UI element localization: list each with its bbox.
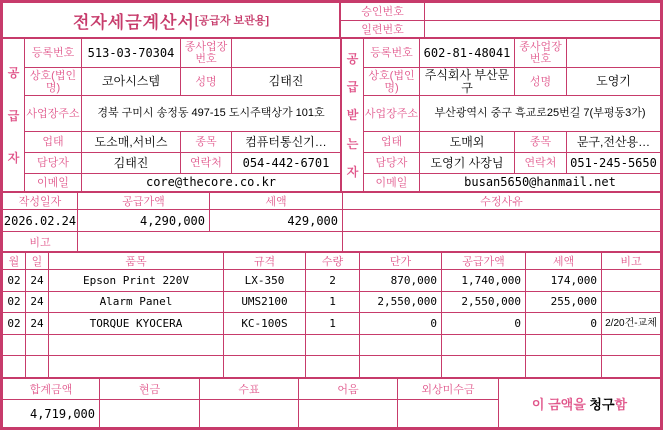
buyer-section: [342, 39, 660, 191]
buyer-registration-row: [364, 39, 660, 68]
buyer-item-value: 문구,전산용…: [576, 134, 651, 149]
item-cell: [224, 335, 305, 356]
serial-number-row: [341, 21, 660, 38]
item-cell: 02: [3, 270, 25, 291]
item-cell: [224, 356, 305, 377]
remarks-label: 비고: [3, 232, 77, 251]
items-col-month: 월: [3, 253, 25, 269]
check-label: 수표: [200, 379, 298, 399]
buyer-contact-value: 도영기 사장님: [420, 153, 515, 173]
item-cell: [49, 335, 223, 356]
promissory-note-label: 어음: [299, 379, 397, 399]
buyer-email-label: 이메일: [364, 174, 420, 191]
buyer-registration-label: 등록번호: [364, 39, 420, 67]
supplier-phone-label: 연락처: [181, 153, 232, 173]
buyer-grid: [364, 39, 660, 191]
cash-label: 현금: [100, 379, 199, 399]
credit-receivable-value: [398, 400, 498, 427]
item-cell: 2,550,000: [442, 292, 525, 313]
item-cell: [602, 335, 660, 356]
items-col-supply: 공급가액: [442, 253, 525, 269]
item-cell: [306, 356, 359, 377]
serial-number-value: [425, 21, 660, 38]
buyer-address-value: 부산광역시 중구 흑교로25번길 7(부평동3가): [434, 107, 646, 119]
buyer-contact-label: 담당자: [364, 153, 420, 173]
item-cell: LX-350: [224, 270, 305, 291]
supplier-item-label: 종목: [181, 132, 232, 152]
buyer-email-value: busan5650@hanmail.net: [464, 175, 616, 189]
approval-number-row: [341, 3, 660, 21]
item-cell: [442, 356, 525, 377]
serial-number-label: 일련번호: [341, 21, 425, 38]
buyer-email-row: [364, 174, 660, 191]
item-cell: 1: [306, 292, 359, 313]
item-cell: 1,740,000: [442, 270, 525, 291]
item-cell: 0: [442, 313, 525, 334]
item-cell: 2/20건-교체: [602, 313, 660, 334]
total-amount-label: 합계금액: [3, 379, 99, 399]
buyer-item-label: 종목: [515, 132, 567, 152]
item-cell: Epson Print 220V: [49, 270, 223, 291]
item-cell: [3, 335, 25, 356]
supply-amount-value: 4,290,000: [78, 210, 209, 231]
totals-section: [3, 377, 660, 427]
item-cell: [602, 292, 660, 313]
supplier-biztype-row: [25, 132, 340, 153]
item-cell: 2: [306, 270, 359, 291]
billing-method: 청구: [589, 396, 615, 412]
supplier-name-row: [25, 68, 340, 96]
items-table: [3, 251, 660, 377]
buyer-phone-value: 051-245-5650: [570, 155, 657, 170]
billing-statement: [499, 379, 660, 427]
buyer-biztype-label: 업태: [364, 132, 420, 152]
buyer-address-label: 사업장주소: [364, 96, 420, 131]
buyer-contact-row: [364, 153, 660, 174]
item-cell: [526, 335, 601, 356]
items-col-remark: 비고: [602, 253, 660, 269]
supplier-contact-row: [25, 153, 340, 174]
page-title: [3, 3, 341, 37]
supplier-subbusiness-label: 종사업장번호: [181, 39, 232, 67]
supplier-address-row: [25, 96, 340, 132]
item-cell: 02: [3, 313, 25, 334]
item-cell: [602, 356, 660, 377]
supplier-contact-value: 김태진: [82, 153, 181, 173]
item-cell: [306, 335, 359, 356]
item-cell: 24: [26, 313, 48, 334]
item-cell: [26, 356, 48, 377]
item-cell: TORQUE KYOCERA: [49, 313, 223, 334]
supply-amount-label: 공급가액: [78, 193, 209, 209]
parties-section: [3, 37, 660, 191]
items-col-tax: 세액: [526, 253, 601, 269]
supplier-email-row: [25, 174, 340, 191]
item-cell: [3, 356, 25, 377]
items-col-item: 품목: [49, 253, 223, 269]
remarks-value: [78, 232, 342, 251]
write-date-label: 작성일자: [3, 193, 77, 209]
credit-receivable-label: 외상미수금: [398, 379, 498, 399]
supplier-section: [3, 39, 342, 191]
item-cell: 174,000: [526, 270, 601, 291]
supplier-address-label: 사업장주소: [25, 96, 82, 131]
supplier-registration-value: 513-03-70304: [82, 39, 181, 67]
supplier-grid: [25, 39, 340, 191]
approval-block: [341, 3, 660, 37]
items-col-unitprice: 단가: [360, 253, 441, 269]
billing-statement-prefix: 이 금액을: [531, 396, 590, 412]
items-col-qty: 수량: [306, 253, 359, 269]
promissory-note-value: [299, 400, 397, 427]
buyer-biztype-row: [364, 132, 660, 153]
supplier-registration-row: [25, 39, 340, 68]
approval-number-value: [425, 3, 660, 20]
supplier-company-value: 코아시스템: [82, 68, 181, 95]
item-cell: [602, 270, 660, 291]
cash-value: [100, 400, 199, 427]
buyer-company-label: 상호(법인명): [364, 68, 420, 95]
supplier-ceo-value: 김태진: [268, 74, 304, 88]
supplier-email-label: 이메일: [25, 174, 82, 191]
approval-number-label: 승인번호: [341, 3, 425, 20]
item-cell: Alarm Panel: [49, 292, 223, 313]
write-date-value: 2026.02.24: [3, 210, 77, 231]
revision-reason-label: 수정사유: [343, 193, 660, 209]
billing-statement-suffix: 함: [614, 396, 628, 412]
item-cell: 24: [26, 270, 48, 291]
total-amount-value: 4,719,000: [3, 400, 99, 427]
item-cell: [360, 356, 441, 377]
item-cell: 870,000: [360, 270, 441, 291]
supplier-registration-label: 등록번호: [25, 39, 82, 67]
buyer-name-row: [364, 68, 660, 96]
supplier-side-label: 공 급 자: [3, 39, 25, 191]
supplier-address-value: 경북 구미시 송정동 497-15 도시주택상가 101호: [97, 107, 325, 119]
items-col-spec: 규격: [224, 253, 305, 269]
item-cell: 1: [306, 313, 359, 334]
item-cell: KC-100S: [224, 313, 305, 334]
item-cell: 0: [526, 313, 601, 334]
supplier-biztype-label: 업태: [25, 132, 82, 152]
supplier-item-value: 컴퓨터통신기…: [245, 134, 327, 149]
buyer-biztype-value: 도매외: [420, 132, 515, 152]
buyer-registration-value: 602-81-48041: [420, 39, 515, 67]
item-cell: 24: [26, 292, 48, 313]
item-cell: 02: [3, 292, 25, 313]
item-cell: UMS2100: [224, 292, 305, 313]
item-cell: [49, 356, 223, 377]
buyer-address-row: [364, 96, 660, 132]
supplier-subbusiness-value: [232, 39, 340, 67]
item-cell: 0: [360, 313, 441, 334]
tax-amount-label: 세액: [210, 193, 342, 209]
check-value: [200, 400, 298, 427]
buyer-phone-label: 연락처: [515, 153, 567, 173]
supplier-ceo-label: 성명: [181, 68, 232, 95]
invoice-title-suffix: [공급자 보관용]: [194, 15, 270, 27]
summary-section: [3, 191, 660, 251]
item-cell: [442, 335, 525, 356]
item-cell: [526, 356, 601, 377]
items-col-day: 일: [26, 253, 48, 269]
buyer-ceo-value: 도영기: [596, 74, 631, 88]
item-cell: [26, 335, 48, 356]
invoice-header: [3, 3, 660, 37]
supplier-email-value: core@thecore.co.kr: [145, 175, 277, 189]
revision-reason-extra: [343, 232, 660, 251]
supplier-biztype-value: 도소매,서비스: [82, 132, 181, 152]
revision-reason-value: [343, 210, 660, 231]
tax-amount-value: 429,000: [210, 210, 342, 231]
buyer-subbusiness-value: [567, 39, 660, 67]
invoice-title: 전자세금계산서: [72, 12, 195, 32]
buyer-company-value: 주식회사 부산문구: [420, 68, 515, 95]
buyer-subbusiness-label: 종사업장번호: [515, 39, 567, 67]
supplier-contact-label: 담당자: [25, 153, 82, 173]
item-cell: 2,550,000: [360, 292, 441, 313]
buyer-ceo-label: 성명: [515, 68, 567, 95]
supplier-company-label: 상호(법인명): [25, 68, 82, 95]
supplier-phone-value: 054-442-6701: [242, 155, 330, 170]
buyer-side-label: 공 급 받 는 자: [342, 39, 364, 191]
item-cell: 255,000: [526, 292, 601, 313]
item-cell: [360, 335, 441, 356]
